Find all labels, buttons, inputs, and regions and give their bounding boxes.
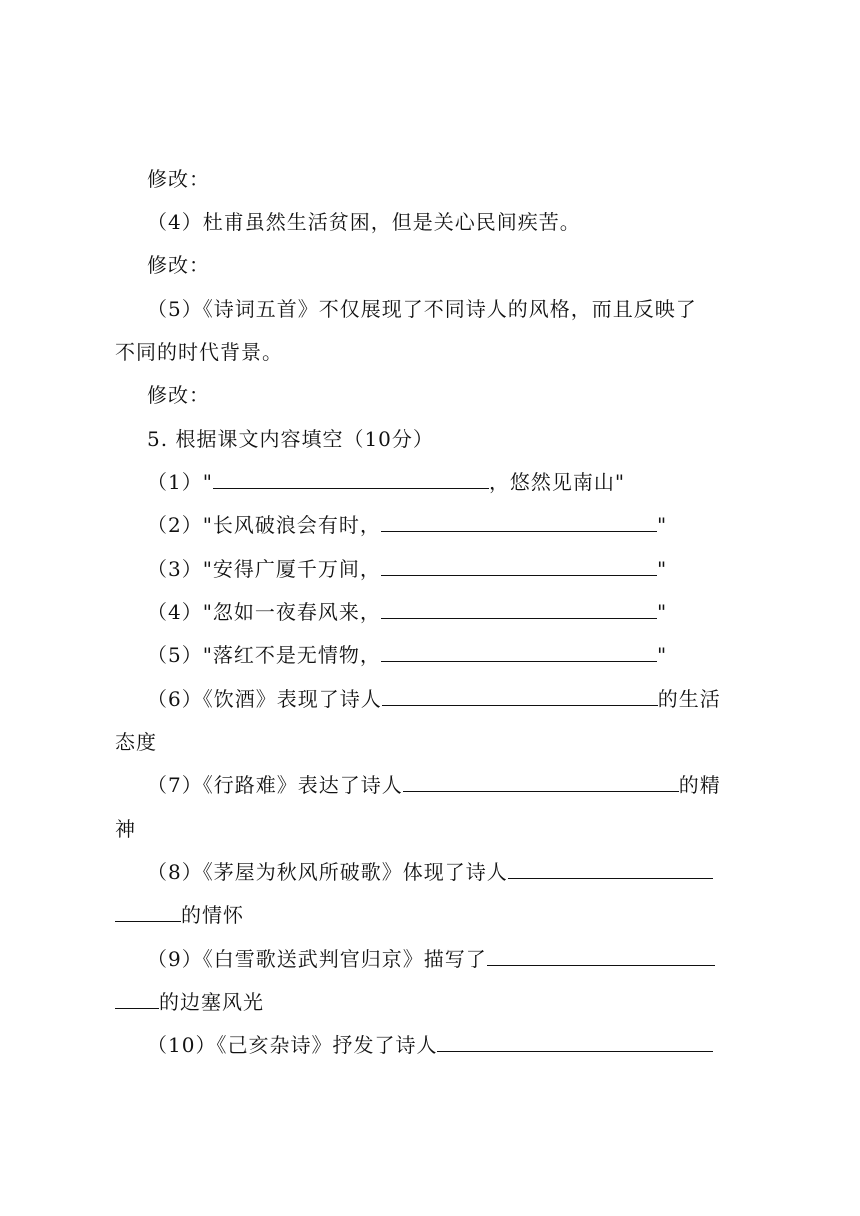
q3-suffix: ": [656, 557, 668, 581]
q4-suffix: ": [656, 600, 668, 624]
q10-prefix: （10）《己亥杂诗》抒发了诗人: [147, 1033, 438, 1057]
q5-prefix: （5）"落红不是无情物，: [147, 643, 381, 667]
fill-question-2: [147, 512, 667, 538]
q7-prefix: （7）《行路难》表达了诗人: [147, 773, 403, 797]
q6-prefix: （6）《饮酒》表现了诗人: [147, 687, 382, 711]
fill-question-4: [147, 599, 667, 625]
fill-question-3: [147, 556, 667, 582]
item-5-text-line-1: （5）《诗词五首》不仅展现了不同诗人的风格，而且反映了: [147, 297, 697, 321]
q9-cont-suffix: 的边塞风光: [159, 990, 264, 1014]
q7-answer-blank[interactable]: [403, 773, 679, 792]
revise-label-2: 修改：: [147, 253, 210, 277]
fill-question-9: [147, 946, 715, 972]
revise-label-1: 修改：: [147, 167, 210, 191]
q2-answer-blank[interactable]: [381, 513, 657, 532]
q3-prefix: （3）"安得广厦千万间，: [147, 557, 381, 581]
fill-question-6: [147, 686, 721, 712]
q8-prefix: （8）《茅屋为秋风所破歌》体现了诗人: [147, 860, 508, 884]
fill-question-1: [147, 469, 625, 495]
q9-prefix: （9）《白雪歌送武判官归京》描写了: [147, 947, 487, 971]
q1-answer-blank[interactable]: [213, 470, 489, 489]
q8-answer-blank-a[interactable]: [508, 860, 713, 879]
revise-label-3: 修改：: [147, 383, 210, 407]
q4-prefix: （4）"忽如一夜春风来，: [147, 600, 381, 624]
q9-answer-blank-b[interactable]: [115, 990, 159, 1009]
fill-question-7: [147, 772, 721, 798]
q7-suffix: 的精: [678, 773, 721, 797]
section-5-heading: 5. 根据课文内容填空（10分）: [147, 427, 434, 451]
q8-answer-blank-b[interactable]: [115, 903, 181, 922]
q5-suffix: ": [656, 643, 668, 667]
fill-question-8: [147, 859, 713, 885]
q1-prefix: （1）": [147, 470, 213, 494]
q9-answer-blank-a[interactable]: [487, 947, 715, 966]
q4-answer-blank[interactable]: [381, 600, 657, 619]
q6-suffix: 的生活: [657, 687, 721, 711]
q8-cont-suffix: 的情怀: [181, 903, 244, 927]
q8-continuation: [115, 902, 244, 928]
fill-question-10: [147, 1032, 713, 1058]
q9-continuation: [115, 989, 264, 1015]
q2-prefix: （2）"长风破浪会有时，: [147, 513, 381, 537]
fill-question-5: [147, 642, 667, 668]
q2-suffix: ": [656, 513, 668, 537]
q1-suffix: ，悠然见南山": [488, 470, 626, 494]
q6-continuation: 态度: [115, 730, 157, 754]
q10-answer-blank[interactable]: [437, 1033, 713, 1052]
q6-answer-blank[interactable]: [382, 687, 658, 706]
item-4-text: （4）杜甫虽然生活贫困，但是关心民间疾苦。: [147, 210, 581, 234]
q5-answer-blank[interactable]: [381, 643, 657, 662]
q3-answer-blank[interactable]: [381, 557, 657, 576]
item-5-text-line-2: 不同的时代背景。: [115, 340, 283, 364]
q7-continuation: 神: [115, 817, 136, 841]
